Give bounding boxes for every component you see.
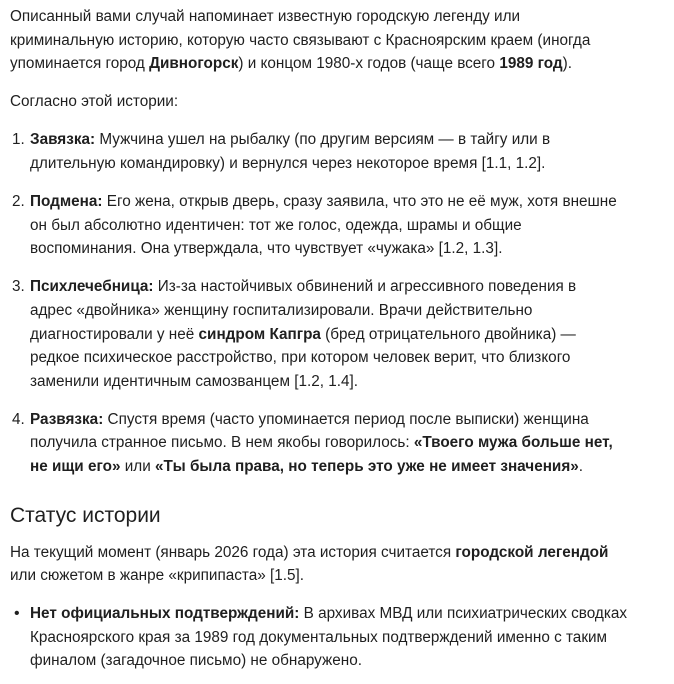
- text-segment: криминальную историю, которую часто связывают с Красноярским краем (иногда: [10, 31, 591, 49]
- text-line: [30, 602, 674, 626]
- text-line: [30, 299, 674, 323]
- text-segment: упоминается город: [10, 55, 150, 73]
- text-segment: финалом (загадочное письмо) не обнаружено.: [30, 652, 362, 670]
- text-segment: ).: [562, 55, 572, 73]
- text-segment: длительную командировку) и вернулся через некоторое время [1.1, 1.2].: [30, 154, 546, 172]
- text-segment: Его жена, открыв дверь, сразу заявила, что это не её муж, хотя внешне: [102, 193, 617, 211]
- list-item-text: [30, 275, 674, 393]
- text-line: [30, 626, 674, 650]
- bold-text: Дивногорск: [149, 55, 239, 73]
- text-line: [10, 5, 674, 29]
- list-item: [10, 190, 674, 261]
- bold-text: синдром Капгра: [198, 325, 321, 343]
- text-segment: он был абсолютно идентичен: тот же голос, одежда, шрамы и общие: [30, 216, 522, 234]
- text-line: [30, 275, 674, 299]
- list-item: [10, 602, 674, 673]
- list-number: 2.: [12, 193, 25, 211]
- text-line: [30, 370, 674, 394]
- text-segment: В архивах МВД или психиатрических сводках: [299, 605, 628, 623]
- list-number: 4.: [12, 410, 25, 428]
- text-line: [30, 214, 674, 238]
- list-item: [10, 275, 674, 393]
- list-number: 1.: [12, 131, 25, 149]
- text-line: [10, 29, 674, 53]
- list-item-text: [30, 128, 674, 175]
- text-segment: Описанный вами случай напоминает известную городскую легенду или: [10, 8, 521, 25]
- bold-text: 1989 год: [499, 55, 563, 73]
- story-steps-list: [10, 128, 674, 478]
- bold-text: Подмена:: [30, 193, 103, 211]
- text-segment: Согласно этой истории:: [10, 93, 179, 111]
- text-line: [30, 346, 674, 370]
- list-item-text: [30, 190, 674, 261]
- text-line: [30, 128, 674, 152]
- text-segment: (бред отрицательного двойника) —: [320, 325, 576, 343]
- status-bullet-list: [10, 602, 674, 673]
- text-line: [10, 564, 674, 588]
- text-segment: На текущий момент (январь 2026 года) эта история считается: [10, 543, 456, 561]
- text-line: [30, 237, 674, 261]
- text-line: [30, 152, 674, 176]
- text-line: [30, 455, 674, 479]
- text-line: [30, 431, 674, 455]
- bold-text: «Твоего мужа больше нет,: [413, 434, 613, 452]
- bullet-marker: •: [14, 605, 20, 623]
- bold-text: Развязка:: [30, 410, 104, 428]
- text-line: [10, 90, 674, 114]
- text-line: [30, 649, 674, 673]
- bold-text: не ищи его»: [30, 458, 121, 475]
- text-segment: Красноярского края за 1989 год документальных подтверждений именно с таким: [30, 628, 608, 646]
- text-segment: Мужчина ушел на рыбалку (по другим версиям — в тайгу или в: [95, 131, 551, 149]
- bold-text: Нет официальных подтверждений:: [30, 605, 300, 623]
- text-segment: или: [120, 458, 156, 475]
- bold-text: Психлечебница:: [30, 278, 154, 296]
- text-segment: получила странное письмо. В нем якобы говорилось:: [30, 434, 414, 452]
- text-segment: .: [578, 458, 584, 475]
- text-line: [30, 323, 674, 347]
- bold-text: «Ты была права, но теперь это уже не имеет значения»: [155, 458, 579, 475]
- text-segment: редкое психическое расстройство, при котором человек верит, что близкого: [30, 349, 571, 367]
- text-segment: или сюжетом в жанре «крипипаста» [1.5].: [10, 567, 305, 585]
- status-heading: Статус истории: [10, 503, 161, 527]
- text-segment: Из-за настойчивых обвинений и агрессивного поведения в: [153, 278, 577, 296]
- intro-paragraph: [10, 5, 674, 76]
- text-segment: воспоминания. Она утверждала, что чувствует «чужака» [1.2, 1.3].: [30, 240, 503, 258]
- bold-text: Завязка:: [30, 131, 96, 149]
- status-paragraph: [10, 541, 674, 588]
- bold-text: городской легендой: [455, 543, 609, 561]
- list-item: [10, 408, 674, 479]
- text-line: [10, 541, 674, 565]
- text-line: [30, 190, 674, 214]
- list-number: 3.: [12, 278, 25, 296]
- text-segment: диагностировали у неё: [30, 325, 199, 343]
- list-item: [10, 128, 674, 175]
- text-segment: адрес «двойника» женщину госпитализировали. Врачи действительно: [30, 301, 533, 319]
- list-item-text: [30, 602, 674, 673]
- text-segment: заменили идентичным самозванцем [1.2, 1.4].: [30, 372, 358, 390]
- text-line: [10, 52, 674, 76]
- lead-paragraph: [10, 90, 674, 114]
- list-item-text: [30, 408, 674, 479]
- text-line: [30, 408, 674, 432]
- text-segment: ) и концом 1980-х годов (чаще всего: [238, 55, 500, 73]
- text-segment: Спустя время (часто упоминается период после выписки) женщина: [103, 410, 589, 428]
